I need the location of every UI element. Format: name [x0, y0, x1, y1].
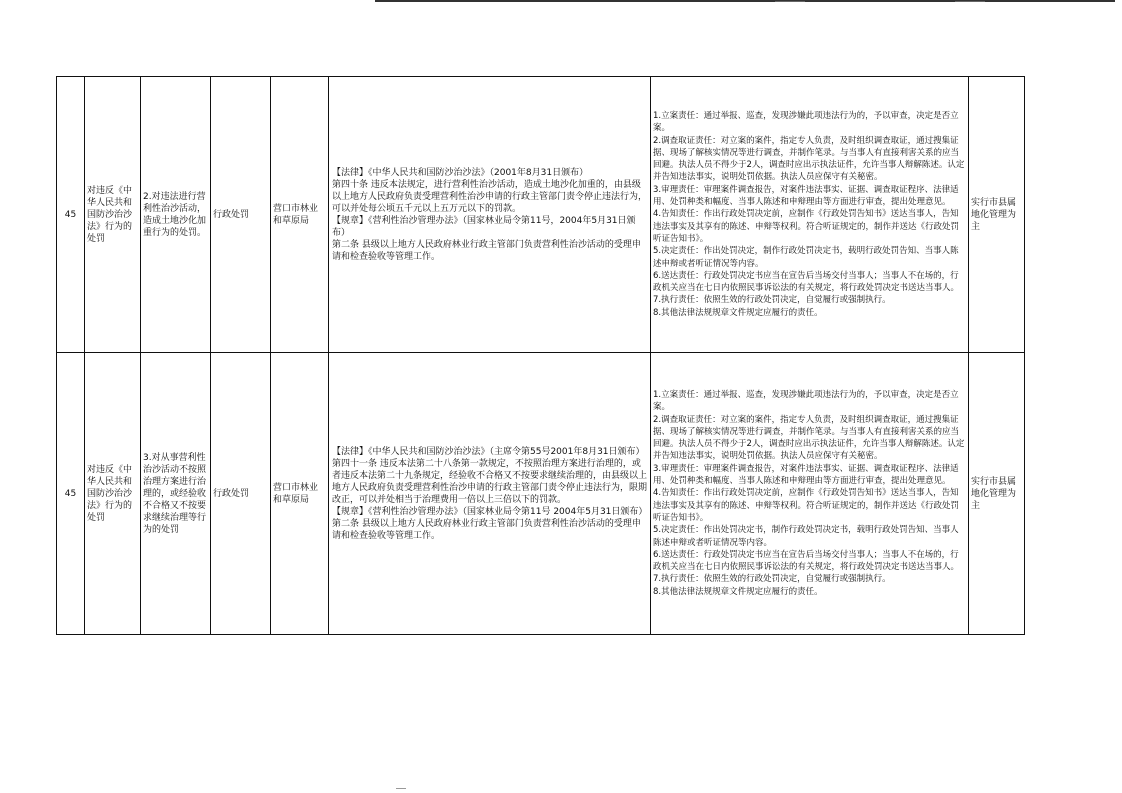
duty-item: 3.审理责任：审理案件调查报告，对案件违法事实、证据、调查取证程序、法律适用、处罚种类和幅度、当事人陈述和申辩理由等方面进行审查，提出处理意见。 — [653, 184, 959, 208]
table-row — [57, 77, 1025, 353]
row-number: 45 — [57, 353, 85, 635]
implementing-agency: 营口市林业和草原局 — [271, 77, 329, 353]
responsibility-table — [56, 76, 1025, 635]
responsibility-list — [651, 353, 969, 635]
sub-item: 3.对从事营利性治沙活动不按照治理方案进行治理的，或经验收不合格又不按要求继续治理等行为的处罚 — [141, 353, 211, 635]
implementing-agency: 营口市林业和草原局 — [271, 353, 329, 635]
basis-law: 【法律】《中华人民共和国防沙治沙法》（2001年8月31日颁布） — [332, 167, 589, 178]
duty-item: 8.其他法律法规规章文件规定应履行的责任。 — [653, 307, 823, 318]
duty-item: 2.调查取证责任：对立案的案件，指定专人负责，及时组织调查取证，通过搜集证据、现场了解核实情况等进行调查，并制作笔录。与当事人有直接利害关系的应当回避。执法人员不得少于2人，调查时应出示执法证件，允许当事人辩解陈述。认定并告知违法事实，说明处罚依据。执法人员应保守有关秘密。 — [653, 414, 965, 462]
scan-mark — [955, 1, 985, 2]
duty-item: 8.其他法律法规规章文件规定应履行的责任。 — [653, 586, 823, 597]
sub-item: 2.对违法进行营利性治沙活动，造成土地沙化加重行为的处罚。 — [141, 77, 211, 353]
basis-article: 第四十条 违反本法规定，进行营利性治沙活动，造成土地沙化加重的，由县级以上地方人民政府负责受理营利性治沙申请的行政主管部门责令停止违法行为，可以并处每公顷五千元以上五万元以下的罚款。 — [332, 179, 648, 214]
power-type: 行政处罚 — [211, 77, 271, 353]
remarks: 实行市县属地化管理为主 — [969, 353, 1025, 635]
legal-basis — [329, 353, 651, 635]
duty-item: 1.立案责任：通过举报、巡查，发现涉嫌此项违法行为的，予以审查，决定是否立案。 — [653, 110, 959, 134]
duty-item: 7.执行责任：依照生效的行政处罚决定，自觉履行或强制执行。 — [653, 574, 891, 585]
matter-name: 对违反《中华人民共和国防沙治沙法》行为的处罚 — [85, 77, 141, 353]
basis-regulation: 【规章】《营利性治沙管理办法》（国家林业局令第11号，2004年5月31日颁布） — [332, 215, 636, 238]
responsibility-list — [651, 77, 969, 353]
row-number: 45 — [57, 77, 85, 353]
duty-item: 6.送达责任：行政处罚决定书应当在宣告后当场交付当事人；当事人不在场的，行政机关应当在七日内依照民事诉讼法的有关规定，将行政处罚决定书送达当事人。 — [653, 270, 960, 294]
basis-article: 第四十一条 违反本法第二十八条第一款规定，不按照治理方案进行治理的，或者违反本法第二十九条规定，经验收不合格又不按要求继续治理的，由县级以上地方人民政府负责受理营利性治沙申请的行政主管部门责令停止违法行为，限期改正，可以并处相当于治理费用一倍以上三倍以下的罚款。 — [332, 458, 648, 505]
basis-article: 第二条 县级以上地方人民政府林业行政主管部门负责营利性治沙活动的受理申请和检查验收等管理工作。 — [332, 518, 641, 541]
top-rule — [375, 0, 1115, 6]
scan-mark — [396, 788, 406, 789]
basis-regulation: 【规章】《营利性治沙管理办法》（国家林业局令第11号 2004年5月31日颁布） — [332, 506, 648, 517]
duty-item: 3.审理责任：审理案件调查报告，对案件违法事实、证据、调查取证程序、法律适用、处罚种类和幅度、当事人陈述和申辩理由等方面进行审查，提出处理意见。 — [653, 463, 959, 487]
table-row — [57, 353, 1025, 635]
basis-law: 【法律】《中华人民共和国防沙治沙法》（主席令第55号2001年8月31日颁布） — [332, 446, 645, 457]
basis-article: 第二条 县级以上地方人民政府林业行政主管部门负责营利性治沙活动的受理申请和检查验收等管理工作。 — [332, 239, 641, 262]
duty-item: 5.决定责任：作出处罚决定书，制作行政处罚决定书，载明行政处罚告知、当事人陈述申辩或者听证情况等内容。 — [653, 525, 959, 548]
duty-item: 6.送达责任：行政处罚决定书应当在宣告后当场交付当事人；当事人不在场的，行政机关应当在七日内依照民事诉讼法的有关规定，将行政处罚决定书送达当事人。 — [653, 549, 960, 573]
duty-item: 1.立案责任：通过举报、巡查，发现涉嫌此项违法行为的，予以审查，决定是否立案。 — [653, 389, 959, 413]
power-type: 行政处罚 — [211, 353, 271, 635]
remarks: 实行市县属地化管理为主 — [969, 77, 1025, 353]
legal-basis — [329, 77, 651, 353]
duty-item: 2.调查取证责任：对立案的案件，指定专人负责，及时组织调查取证，通过搜集证据、现场了解核实情况等进行调查，并制作笔录。与当事人有直接利害关系的应当回避。执法人员不得少于2人，调查时应出示执法证件，允许当事人辩解陈述。认定并告知违法事实，说明处罚依据。执法人员应保守有关秘密。 — [653, 135, 965, 183]
scan-mark — [775, 1, 805, 2]
duty-item: 4.告知责任：作出行政处罚决定前，应制作《行政处罚告知书》送达当事人，告知违法事实及其享有的陈述、申辩等权利。符合听证规定的，制作并送达《行政处罚听证告知书》。 — [653, 209, 960, 244]
matter-name: 对违反《中华人民共和国防沙治沙法》行为的处罚 — [85, 353, 141, 635]
duty-item: 4.告知责任：作出行政处罚决定前，应制作《行政处罚告知书》送达当事人，告知违法事实及其享有的陈述、申辩等权利。符合听证规定的，制作并送达《行政处罚听证告知书》。 — [653, 488, 960, 523]
duty-item: 7.执行责任：依照生效的行政处罚决定，自觉履行或强制执行。 — [653, 295, 891, 306]
duty-item: 5.决定责任：作出处罚决定，制作行政处罚决定书，载明行政处罚告知、当事人陈述申辩或者听证情况等内容。 — [653, 246, 959, 269]
